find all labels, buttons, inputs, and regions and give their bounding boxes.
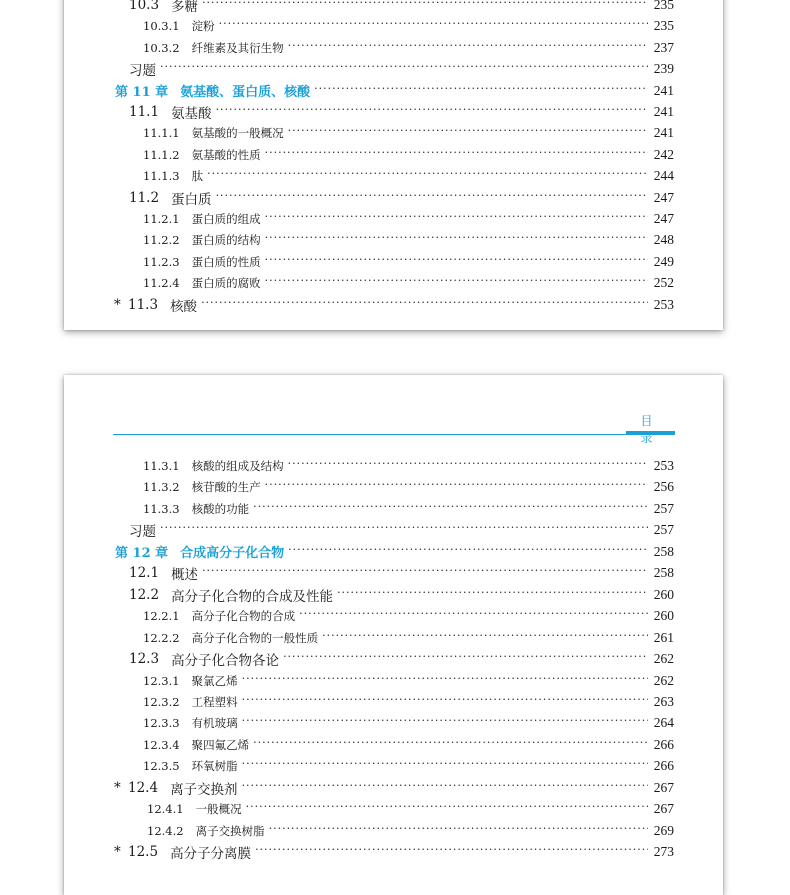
dot-leader	[160, 523, 648, 537]
toc-entry-section[interactable]	[64, 188, 674, 208]
entry-number: 11.1	[129, 104, 160, 120]
entry-number: 10.3	[129, 0, 160, 13]
entry-page-number: 257	[653, 522, 674, 538]
dot-leader	[253, 502, 648, 516]
dot-leader	[202, 566, 648, 580]
optional-marker: *	[114, 844, 121, 861]
entry-number: 12.3	[129, 651, 160, 668]
entry-number: 12.3.5	[143, 759, 180, 774]
entry-title: 多糖	[171, 0, 199, 15]
entry-page-number: 264	[653, 715, 674, 731]
entry-number: 第 12 章	[115, 546, 169, 562]
entry-page-number: 262	[653, 651, 674, 667]
dot-leader	[207, 169, 648, 183]
entry-title: 氨基酸、蛋白质、核酸	[180, 85, 311, 101]
dot-leader	[288, 459, 648, 473]
entry-title: 离子交换树脂	[195, 823, 265, 838]
entry-title: 淀粉	[191, 19, 215, 34]
toc-entry-sub[interactable]	[64, 628, 674, 648]
entry-number: 11.1.2	[143, 147, 180, 162]
dot-leader	[299, 609, 648, 623]
toc-entry-sub[interactable]	[64, 713, 674, 733]
entry-page-number: 273	[653, 844, 674, 860]
entry-page-number: 253	[653, 296, 674, 312]
entry-number: 11.3.2	[143, 480, 180, 495]
entry-page-number: 266	[653, 736, 674, 752]
entry-page-number: 262	[653, 672, 674, 688]
dot-leader	[242, 781, 648, 795]
entry-page-number: 237	[653, 39, 674, 55]
entry-title: 聚四氟乙烯	[191, 737, 250, 752]
toc-entry-exercise[interactable]	[64, 59, 674, 79]
entry-number: 12.4	[128, 779, 159, 796]
entry-title: 概述	[171, 567, 199, 584]
entry-number: 12.4.2	[147, 823, 184, 838]
entry-page-number: 266	[653, 758, 674, 774]
toc-entry-sub[interactable]	[64, 252, 674, 272]
entry-title: 核酸	[170, 298, 198, 315]
optional-marker: *	[114, 296, 121, 313]
toc-entry-sub[interactable]	[64, 145, 674, 165]
dot-leader	[216, 191, 648, 205]
dot-leader	[283, 652, 648, 666]
entry-number: 11.3	[128, 296, 159, 313]
entry-title: 一般概况	[195, 802, 242, 817]
entry-title: 高分子化合物各论	[171, 653, 280, 670]
entry-title: 习题	[129, 63, 156, 80]
dot-leader	[265, 276, 648, 290]
entry-title: 蛋白质的性质	[191, 254, 261, 269]
entry-title: 核酸的组成及结构	[191, 459, 284, 473]
dot-leader	[216, 105, 648, 119]
dot-leader	[265, 480, 648, 494]
entry-page-number: 258	[653, 543, 674, 559]
dot-leader	[242, 716, 648, 730]
toc-entry-chapter[interactable]	[64, 542, 674, 562]
entry-number: 12.3.4	[143, 737, 180, 752]
toc-entry-section[interactable]	[64, 295, 674, 315]
entry-title: 高分子化合物的合成及性能	[171, 588, 334, 605]
toc-entry-sub[interactable]	[64, 209, 674, 229]
entry-number: 11.1.1	[143, 126, 180, 141]
entry-title: 纤维素及其衍生物	[191, 40, 284, 55]
entry-page-number: 241	[653, 82, 674, 98]
entry-page-number: 261	[653, 629, 674, 645]
entry-title: 高分子化合物的合成	[191, 609, 296, 624]
dot-leader	[265, 148, 648, 162]
entry-number: 12.3.3	[143, 716, 180, 731]
entry-number: 11.2	[129, 189, 160, 206]
toc-entry-section[interactable]	[64, 0, 674, 15]
entry-number: 10.3.1	[143, 19, 180, 34]
entry-title: 有机玻璃	[191, 716, 238, 731]
entry-title: 核苷酸的生产	[191, 480, 261, 495]
toc-page-top	[64, 0, 723, 330]
entry-page-number: 257	[653, 500, 674, 516]
dot-leader	[253, 738, 648, 752]
entry-number: 12.5	[128, 844, 159, 861]
entry-page-number: 267	[653, 779, 674, 795]
entry-page-number: 260	[653, 586, 674, 602]
entry-title: 蛋白质的结构	[191, 233, 261, 248]
entry-number: 11.3.3	[143, 501, 180, 516]
dot-leader	[219, 19, 648, 33]
entry-title: 氨基酸	[171, 106, 212, 122]
toc-entry-sub[interactable]	[64, 230, 674, 250]
toc-page-bottom	[64, 375, 723, 895]
entry-page-number: 248	[653, 232, 674, 248]
toc-entry-sub[interactable]	[64, 273, 674, 293]
entry-number: 11.2.3	[143, 254, 180, 269]
dot-leader	[322, 631, 648, 645]
entry-page-number: 256	[653, 479, 674, 495]
entry-title: 氨基酸的一般概况	[191, 126, 284, 141]
dot-leader	[242, 759, 648, 773]
entry-number: 12.3.1	[143, 673, 180, 688]
entry-title: 氨基酸的性质	[191, 147, 261, 162]
entry-title: 合成高分子化合物	[180, 546, 285, 562]
entry-page-number: 249	[653, 253, 674, 269]
entry-number: 12.2.2	[143, 630, 180, 645]
entry-page-number: 269	[653, 822, 674, 838]
toc-entry-sub[interactable]	[64, 456, 674, 476]
toc-entry-section[interactable]	[64, 842, 674, 862]
entry-page-number: 235	[653, 0, 674, 12]
entry-page-number: 260	[653, 608, 674, 624]
running-header-title: 目 录	[626, 412, 675, 434]
toc-entry-sub[interactable]	[64, 16, 674, 36]
dot-leader	[202, 0, 648, 12]
toc-entry-sub[interactable]	[64, 38, 674, 58]
dot-leader	[160, 62, 648, 76]
optional-marker: *	[114, 779, 121, 796]
entry-page-number: 247	[653, 211, 674, 226]
entry-number: 12.3.2	[143, 694, 180, 709]
dot-leader	[242, 674, 648, 688]
entry-number: 11.3.1	[143, 459, 180, 473]
entry-title: 核酸的功能	[191, 501, 250, 516]
dot-leader	[265, 255, 648, 269]
toc-list	[64, 0, 723, 330]
toc-list	[64, 375, 723, 895]
toc-entry-section[interactable]	[64, 563, 674, 583]
dot-leader	[242, 695, 648, 709]
dot-leader	[265, 212, 648, 226]
toc-entry-chapter[interactable]	[64, 81, 674, 101]
toc-entry-section[interactable]	[64, 585, 674, 605]
entry-title: 聚氯乙烯	[191, 673, 238, 688]
entry-number: 10.3.2	[143, 40, 180, 55]
entry-number: 11.2.2	[143, 233, 180, 248]
toc-entry-section[interactable]	[64, 778, 674, 798]
entry-title: 环氧树脂	[191, 759, 238, 774]
dot-leader	[269, 824, 648, 838]
dot-leader	[255, 845, 648, 859]
entry-title: 高分子分离膜	[170, 846, 252, 863]
entry-title: 肽	[191, 169, 204, 184]
toc-entry-sub[interactable]	[64, 499, 674, 519]
dot-leader	[314, 84, 648, 98]
entry-page-number: 242	[653, 146, 674, 162]
toc-entry-sub[interactable]	[64, 756, 674, 776]
entry-page-number: 263	[653, 693, 674, 709]
entry-title: 高分子化合物的一般性质	[191, 630, 319, 645]
entry-page-number: 239	[653, 61, 674, 77]
entry-number: 12.2.1	[143, 609, 180, 624]
entry-page-number: 252	[653, 275, 674, 291]
entry-number: 11.2.1	[143, 212, 180, 226]
entry-page-number: 267	[653, 801, 674, 817]
entry-page-number: 253	[653, 458, 674, 473]
entry-page-number: 241	[653, 104, 674, 119]
entry-number: 12.1	[129, 565, 160, 582]
entry-number: 11.2.4	[143, 276, 180, 291]
toc-entry-section[interactable]	[64, 102, 674, 122]
toc-entry-sub[interactable]	[64, 799, 674, 819]
toc-entry-sub[interactable]	[64, 821, 674, 841]
dot-leader	[201, 298, 648, 312]
dot-leader	[265, 233, 648, 247]
dot-leader	[288, 41, 648, 55]
entry-title: 工程塑料	[191, 694, 238, 709]
toc-entry-sub[interactable]	[64, 606, 674, 626]
entry-title: 离子交换剂	[170, 781, 238, 798]
entry-page-number: 247	[653, 189, 674, 205]
entry-number: 第 11 章	[115, 85, 169, 101]
entry-number: 12.2	[129, 586, 160, 603]
entry-page-number: 244	[653, 168, 674, 184]
dot-leader	[246, 802, 648, 816]
entry-title: 蛋白质的腐败	[191, 276, 261, 291]
toc-entry-section[interactable]	[64, 649, 674, 669]
toc-entry-sub[interactable]	[64, 123, 674, 143]
entry-title: 蛋白质	[171, 191, 212, 208]
toc-entry-sub[interactable]	[64, 166, 674, 186]
dot-leader	[337, 588, 648, 602]
entry-page-number: 241	[653, 125, 674, 141]
toc-entry-sub[interactable]	[64, 671, 674, 691]
toc-entry-sub[interactable]	[64, 477, 674, 497]
entry-number: 11.1.3	[143, 169, 180, 184]
entry-title: 蛋白质的组成	[191, 212, 261, 226]
dot-leader	[288, 545, 648, 559]
entry-title: 习题	[129, 524, 156, 541]
toc-entry-sub[interactable]	[64, 735, 674, 755]
toc-entry-sub[interactable]	[64, 692, 674, 712]
toc-entry-exercise[interactable]	[64, 520, 674, 540]
dot-leader	[288, 126, 648, 140]
entry-page-number: 258	[653, 565, 674, 581]
entry-number: 12.4.1	[147, 802, 184, 817]
entry-page-number: 235	[653, 18, 674, 34]
